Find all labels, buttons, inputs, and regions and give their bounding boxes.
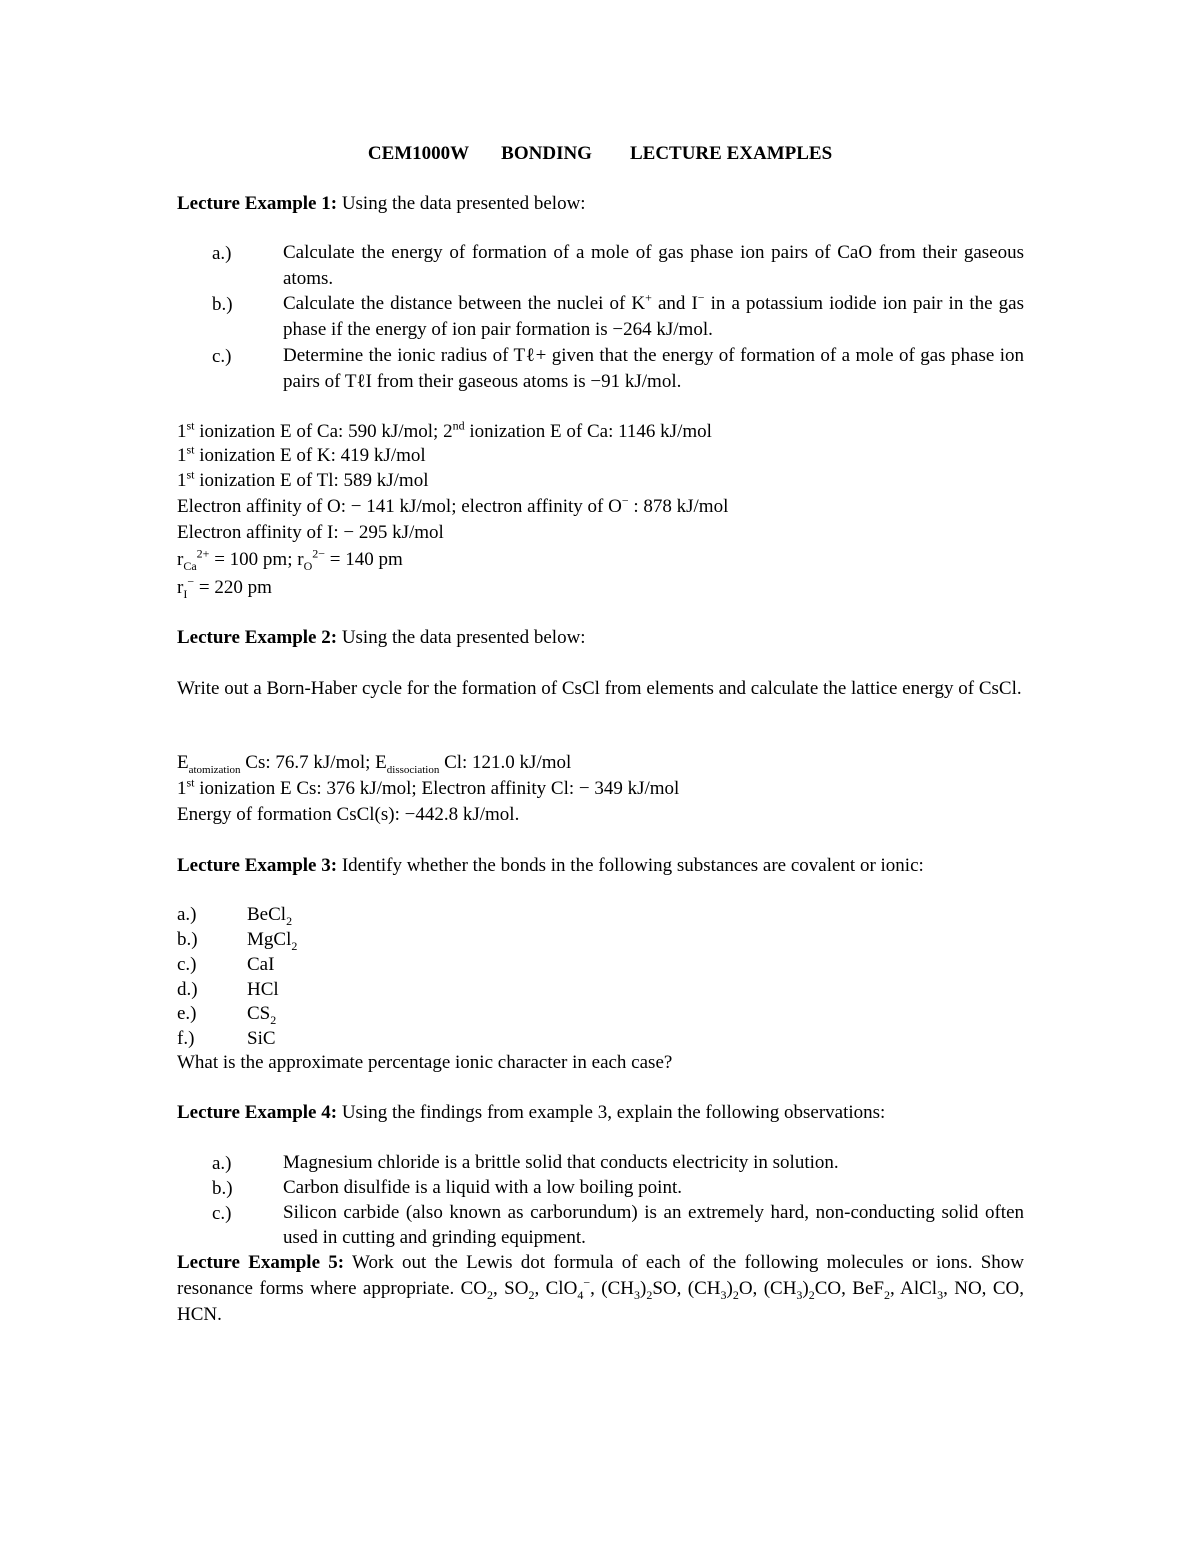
page-title — [0, 143, 1200, 165]
example-3-item-d: HCl — [247, 979, 279, 1000]
data-line: $r_{Ca}^{2+} = 100$ pm; $r_O^{2-} = 140$ pm — [177, 546, 403, 573]
data-line: 1st ionization E of Ca: 590 kJ/mol; 2nd ionization E of Ca: 1146 kJ/mol — [177, 418, 712, 442]
example-3-item-b: MgCl$_2$ — [247, 929, 298, 953]
example-4-item-a: Magnesium chloride is a brittle solid that conducts electricity in solution. — [283, 1152, 839, 1173]
example-4-item-c: Silicon carbide (also known as carborundum) is an extremely hard, non-conducting solid often used in cutting and grinding equipment. — [283, 1202, 1024, 1248]
example-4-item-label: c.) — [212, 1203, 232, 1224]
example-3-question: What is the approximate percentage ionic character in each case? — [177, 1052, 673, 1073]
example-3-item-e: $CS_2$ — [247, 1003, 277, 1027]
data-line: $E_{atomization}$ Cs: 76.7 kJ/mol; $E_{dissociation}$ Cl: 121.0 kJ/mol — [177, 752, 572, 776]
example-4-item-label: a.) — [212, 1153, 232, 1174]
topic: BONDING — [501, 143, 592, 164]
data-line: $r_I^- = 220$ pm — [177, 574, 272, 601]
example-3-item-label: a.) — [177, 904, 197, 925]
example-3-item-label: c.) — [177, 954, 197, 975]
example-5-text: Lecture Example 5: Work out the Lewis dot formula of each of the following molecules or ions. Show resonance forms where appropriate. $CO_2$, $SO_2$, ClO$_4$−, $(CH_3)_2SO$, $(CH_3)_2O$, $(CH_3)_2CO$, BeF$_2$, AlCl$_3$, NO, CO, HCN. — [177, 1252, 1024, 1325]
course-code: CEM1000W — [367, 143, 470, 164]
example-2-task: Write out a Born-Haber cycle for the formation of CsCl from elements and calculate the lattice energy of CsCl. — [177, 678, 1022, 699]
example-1-item-c: Determine the ionic radius of Tℓ+ given that the energy of formation of a mole of gas phase ion pairs of TℓI from their gaseous atoms is −91 kJ/mol. — [283, 345, 1024, 392]
example-2-heading: Lecture Example 2: Using the data presented below: — [177, 627, 586, 648]
data-line: 1st ionization E Cs: 376 kJ/mol; Electron affinity Cl: − 349 kJ/mol — [177, 775, 680, 799]
example-4-item-label: b.) — [212, 1178, 233, 1199]
example-3-item-label: e.) — [177, 1003, 197, 1024]
example-1-item-label: a.) — [212, 243, 232, 264]
example-3-heading: Lecture Example 3: Identify whether the bonds in the following substances are covalent or ionic: — [177, 855, 924, 876]
example-3-item-f: SiC — [247, 1028, 276, 1049]
example-3-item-c: CaI — [247, 954, 275, 975]
example-3-item-label: f.) — [177, 1028, 195, 1049]
data-line: 1st ionization E of Tl: 589 kJ/mol — [177, 467, 429, 491]
example-1-item-label: c.) — [212, 346, 232, 367]
data-line: Electron affinity of O: − 141 kJ/mol; electron affinity of O− : 878 kJ/mol — [177, 493, 729, 517]
example-4-heading: Lecture Example 4: Using the findings from example 3, explain the following observations: — [177, 1102, 886, 1123]
data-line: Energy of formation CsCl(s): −442.8 kJ/mol. — [177, 804, 520, 825]
example-1-heading: Lecture Example 1: Using the data presented below: — [177, 193, 586, 214]
example-3-item-a: BeCl$_2$ — [247, 904, 293, 928]
example-4-item-b: Carbon disulfide is a liquid with a low boiling point. — [283, 1177, 682, 1198]
heading: LECTURE EXAMPLES — [629, 143, 833, 164]
example-1-item-label: b.) — [212, 294, 233, 315]
example-1-item-a: Calculate the energy of formation of a mole of gas phase ion pairs of CaO from their gaseous atoms. — [283, 242, 1024, 289]
example-3-item-label: b.) — [177, 929, 198, 950]
data-line: Electron affinity of I: − 295 kJ/mol — [177, 522, 444, 543]
example-3-item-label: d.) — [177, 979, 198, 1000]
data-line: 1st ionization E of K: 419 kJ/mol — [177, 442, 426, 466]
example-1-item-b: Calculate the distance between the nuclei of K+ and I− in a potassium iodide ion pair in the gas phase if the energy of ion pair formation is −264 kJ/mol. — [283, 290, 1024, 340]
